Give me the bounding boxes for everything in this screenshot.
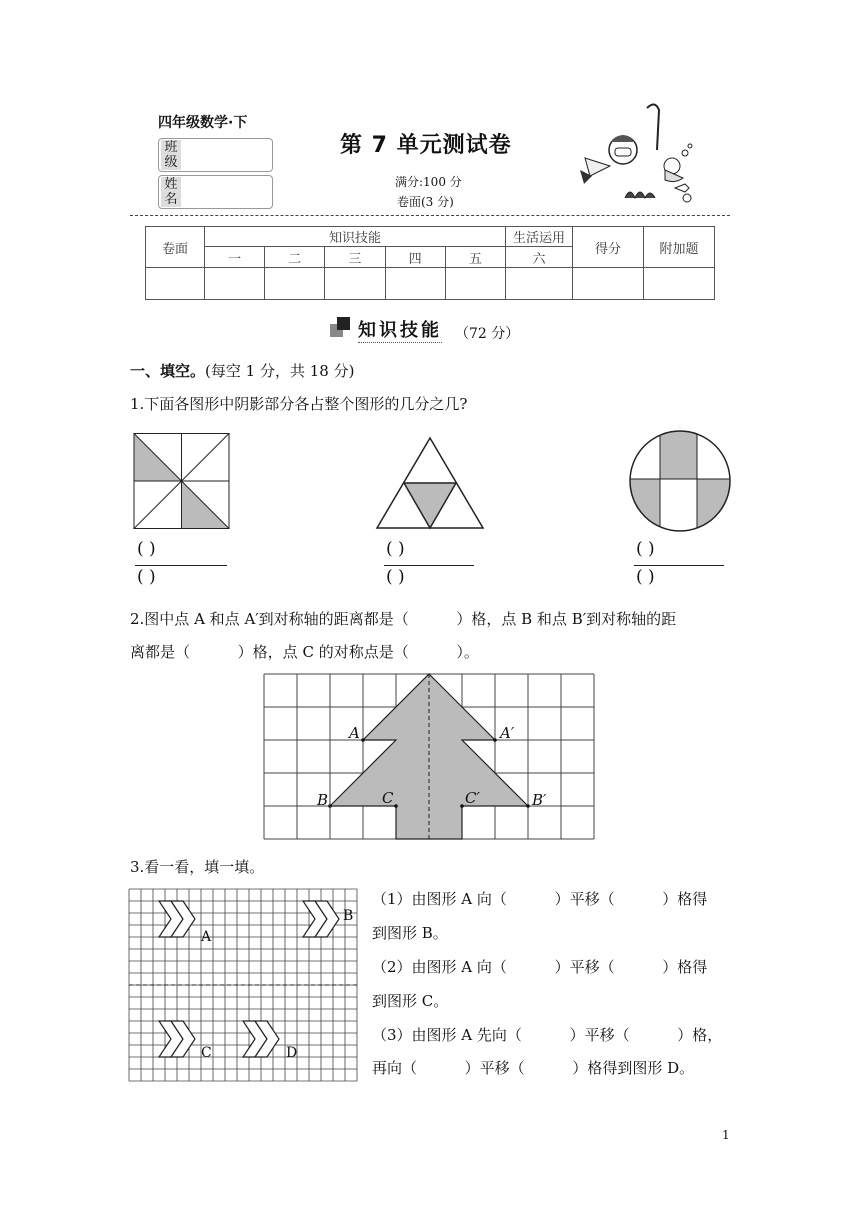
score-cell[interactable] [265, 268, 325, 300]
part1-title: 一、填空。 [130, 362, 206, 380]
score-cell[interactable] [325, 268, 385, 300]
question-3-1a: （1）由图形 A 向（ ）平移（ ）格得 [372, 890, 708, 908]
question-1: 1.下面各图形中阴影部分各占整个图形的几分之几? [130, 395, 468, 413]
page-number: 1 [722, 1128, 730, 1142]
grade-label: 四年级数学·下 [158, 115, 248, 131]
full-score: 满分:100 分 [395, 175, 462, 189]
fraction-numerator[interactable]: ( ) [137, 539, 156, 559]
point-b-prime-label: B′ [532, 791, 547, 809]
col-2: 二 [265, 247, 325, 268]
name-field[interactable] [158, 175, 273, 209]
score-cell[interactable] [644, 268, 715, 300]
fraction-line [135, 565, 227, 566]
circle-figure [628, 429, 732, 533]
question-3-1b: 到图形 B。 [372, 924, 448, 942]
section-points: （72 分） [455, 326, 520, 342]
fraction-line [384, 565, 474, 566]
part1-heading [130, 360, 354, 381]
shape-c-label: C [201, 1045, 212, 1061]
point-a-prime-label: A′ [500, 724, 515, 742]
score-cell[interactable] [146, 268, 205, 300]
col-shenghuo: 生活运用 [506, 227, 573, 247]
section-title: 知识技能 [358, 316, 442, 343]
neatness-score: 卷面(3 分) [397, 195, 454, 209]
fraction-denominator[interactable]: ( ) [137, 567, 156, 587]
col-juanmian: 卷面 [146, 227, 205, 268]
diver-illustration [575, 98, 700, 208]
header-divider [130, 215, 730, 216]
question-3-2a: （2）由图形 A 向（ ）平移（ ）格得 [372, 958, 708, 976]
score-cell[interactable] [445, 268, 505, 300]
section-icon [329, 315, 353, 339]
class-label: 班级 [161, 140, 181, 170]
question-3: 3.看一看，填一填。 [130, 858, 265, 876]
question-2-line1: 2.图中点 A 和点 A′到对称轴的距离都是（ ）格，点 B 和点 B′到对称轴的距 [130, 610, 677, 628]
col-6: 六 [506, 247, 573, 268]
fraction-numerator[interactable]: ( ) [636, 539, 655, 559]
square-figure [133, 433, 230, 529]
score-cell[interactable] [385, 268, 445, 300]
question-2-line2: 离都是（ ）格，点 C 的对称点是（ ）。 [130, 643, 479, 661]
page-title: 第 7 单元测试卷 [340, 133, 512, 158]
score-cell[interactable] [506, 268, 573, 300]
col-1: 一 [205, 247, 265, 268]
tree-grid [262, 672, 598, 844]
col-zhishi: 知识技能 [205, 227, 506, 247]
point-c-label: C [382, 789, 394, 807]
col-5: 五 [445, 247, 505, 268]
shape-b-label: B [343, 908, 354, 924]
part1-note: (每空 1 分，共 18 分) [205, 362, 355, 380]
score-cell[interactable] [573, 268, 644, 300]
score-table [145, 226, 715, 300]
fraction-numerator[interactable]: ( ) [386, 539, 405, 559]
fraction-denominator[interactable]: ( ) [636, 567, 655, 587]
point-c-prime-label: C′ [465, 789, 480, 807]
score-cell[interactable] [205, 268, 265, 300]
fraction-denominator[interactable]: ( ) [386, 567, 405, 587]
class-field[interactable] [158, 138, 273, 172]
point-b-label: B [317, 791, 329, 809]
point-a-label: A [349, 724, 360, 742]
col-defen: 得分 [573, 227, 644, 268]
translation-grid [128, 888, 360, 1092]
col-4: 四 [385, 247, 445, 268]
col-3: 三 [325, 247, 385, 268]
question-3-2b: 到图形 C。 [372, 992, 449, 1010]
fraction-line [634, 565, 724, 566]
question-3-3b: 再向（ ）平移（ ）格得到图形 D。 [372, 1059, 695, 1077]
triangle-figure [375, 436, 485, 530]
question-3-3a: （3）由图形 A 先向（ ）平移（ ）格， [372, 1026, 723, 1044]
shape-d-label: D [286, 1045, 298, 1061]
col-fujia: 附加题 [644, 227, 715, 268]
name-label: 姓名 [161, 177, 181, 207]
shape-a-label: A [201, 929, 212, 945]
